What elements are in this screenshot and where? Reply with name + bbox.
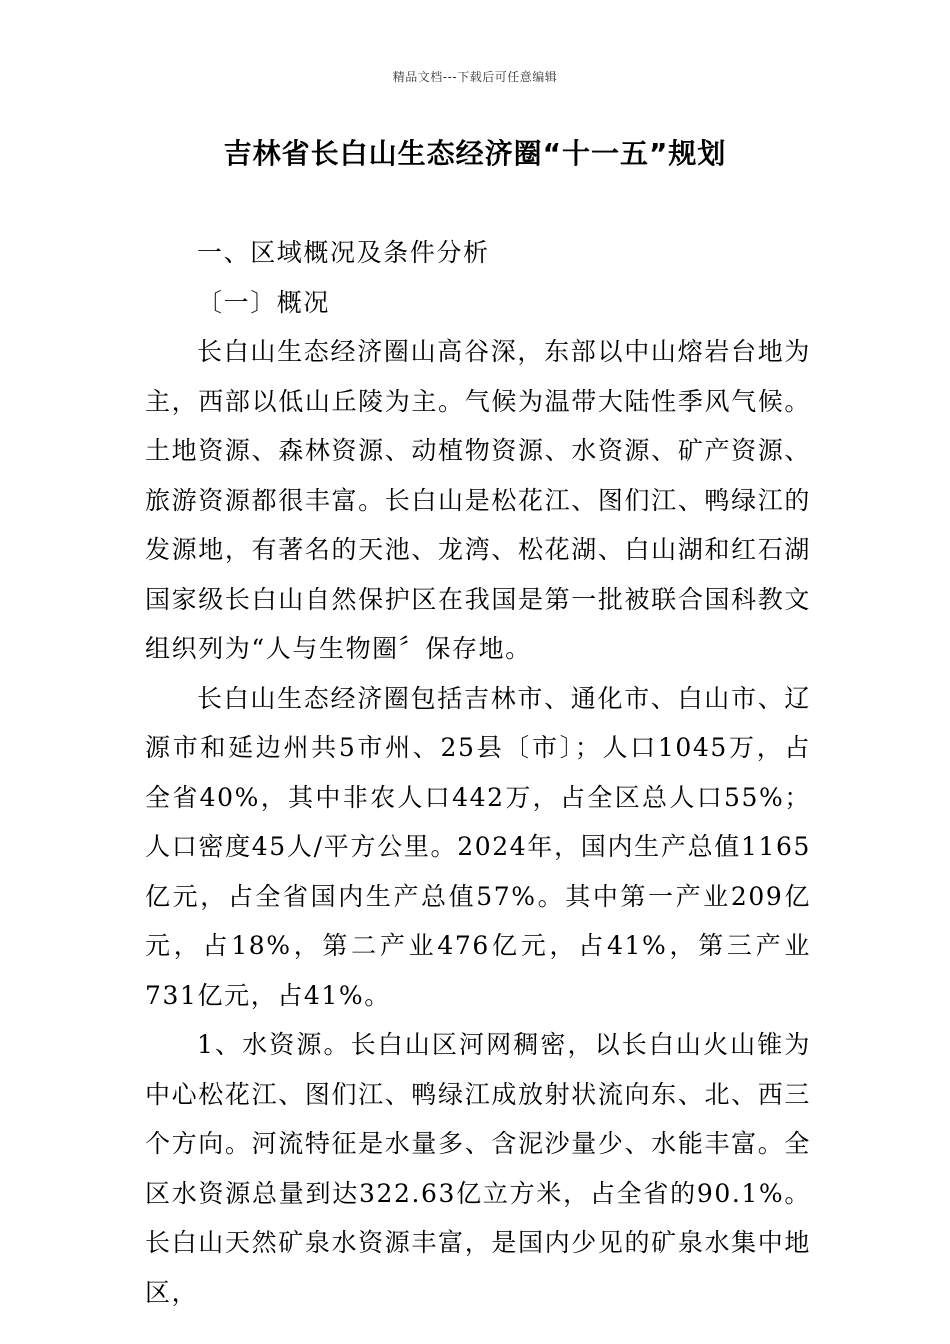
document-title: 吉林省长白山生态经济圈“十一五”规划 xyxy=(223,137,727,170)
paragraph-statistics: 长白山生态经济圈包括吉林市、通化市、白山市、辽源市和延边州共5市州、25县〔市〕；人口1045万，占全省40%，其中非农人口442万，占全区总人口55%；人口密度45人/平方公里。2024年，国内生产总值1165亿元，占全省国内生产总值57%。其中第一产业209亿元，占18%，第二产业476亿元，占41%，第三产业731亿元，占41%。 xyxy=(145,683,811,1010)
page-watermark: 精品文档---下载后可任意编辑 xyxy=(392,70,558,84)
section-heading: 一、区域概况及条件分析 xyxy=(197,238,490,267)
document-body xyxy=(145,228,811,1317)
paragraph-overview: 长白山生态经济圈山高谷深，东部以中山熔岩台地为主，西部以低山丘陵为主。气候为温带大陆性季风气候。土地资源、森林资源、动植物资源、水资源、矿产资源、旅游资源都很丰富。长白山是松花江、图们江、鸭绿江的发源地，有著名的天池、龙湾、松花湖、白山湖和红石湖国家级长白山自然保护区在我国是第一批被联合国科教文组织列为“人与生物圈〞保存地。 xyxy=(145,337,811,663)
paragraph-water-resources: 1、水资源。长白山区河网稠密，以长白山火山锥为中心松花江、图们江、鸭绿江成放射状流向东、北、西三个方向。河流特征是水量多、含泥沙量少、水能丰富。全区水资源总量到达322.63亿立方米，占全省的90.1%。长白山天然矿泉水资源丰富，是国内少见的矿泉水集中地区， xyxy=(145,1030,811,1307)
subsection-heading: 〔一〕概况 xyxy=(197,287,331,317)
